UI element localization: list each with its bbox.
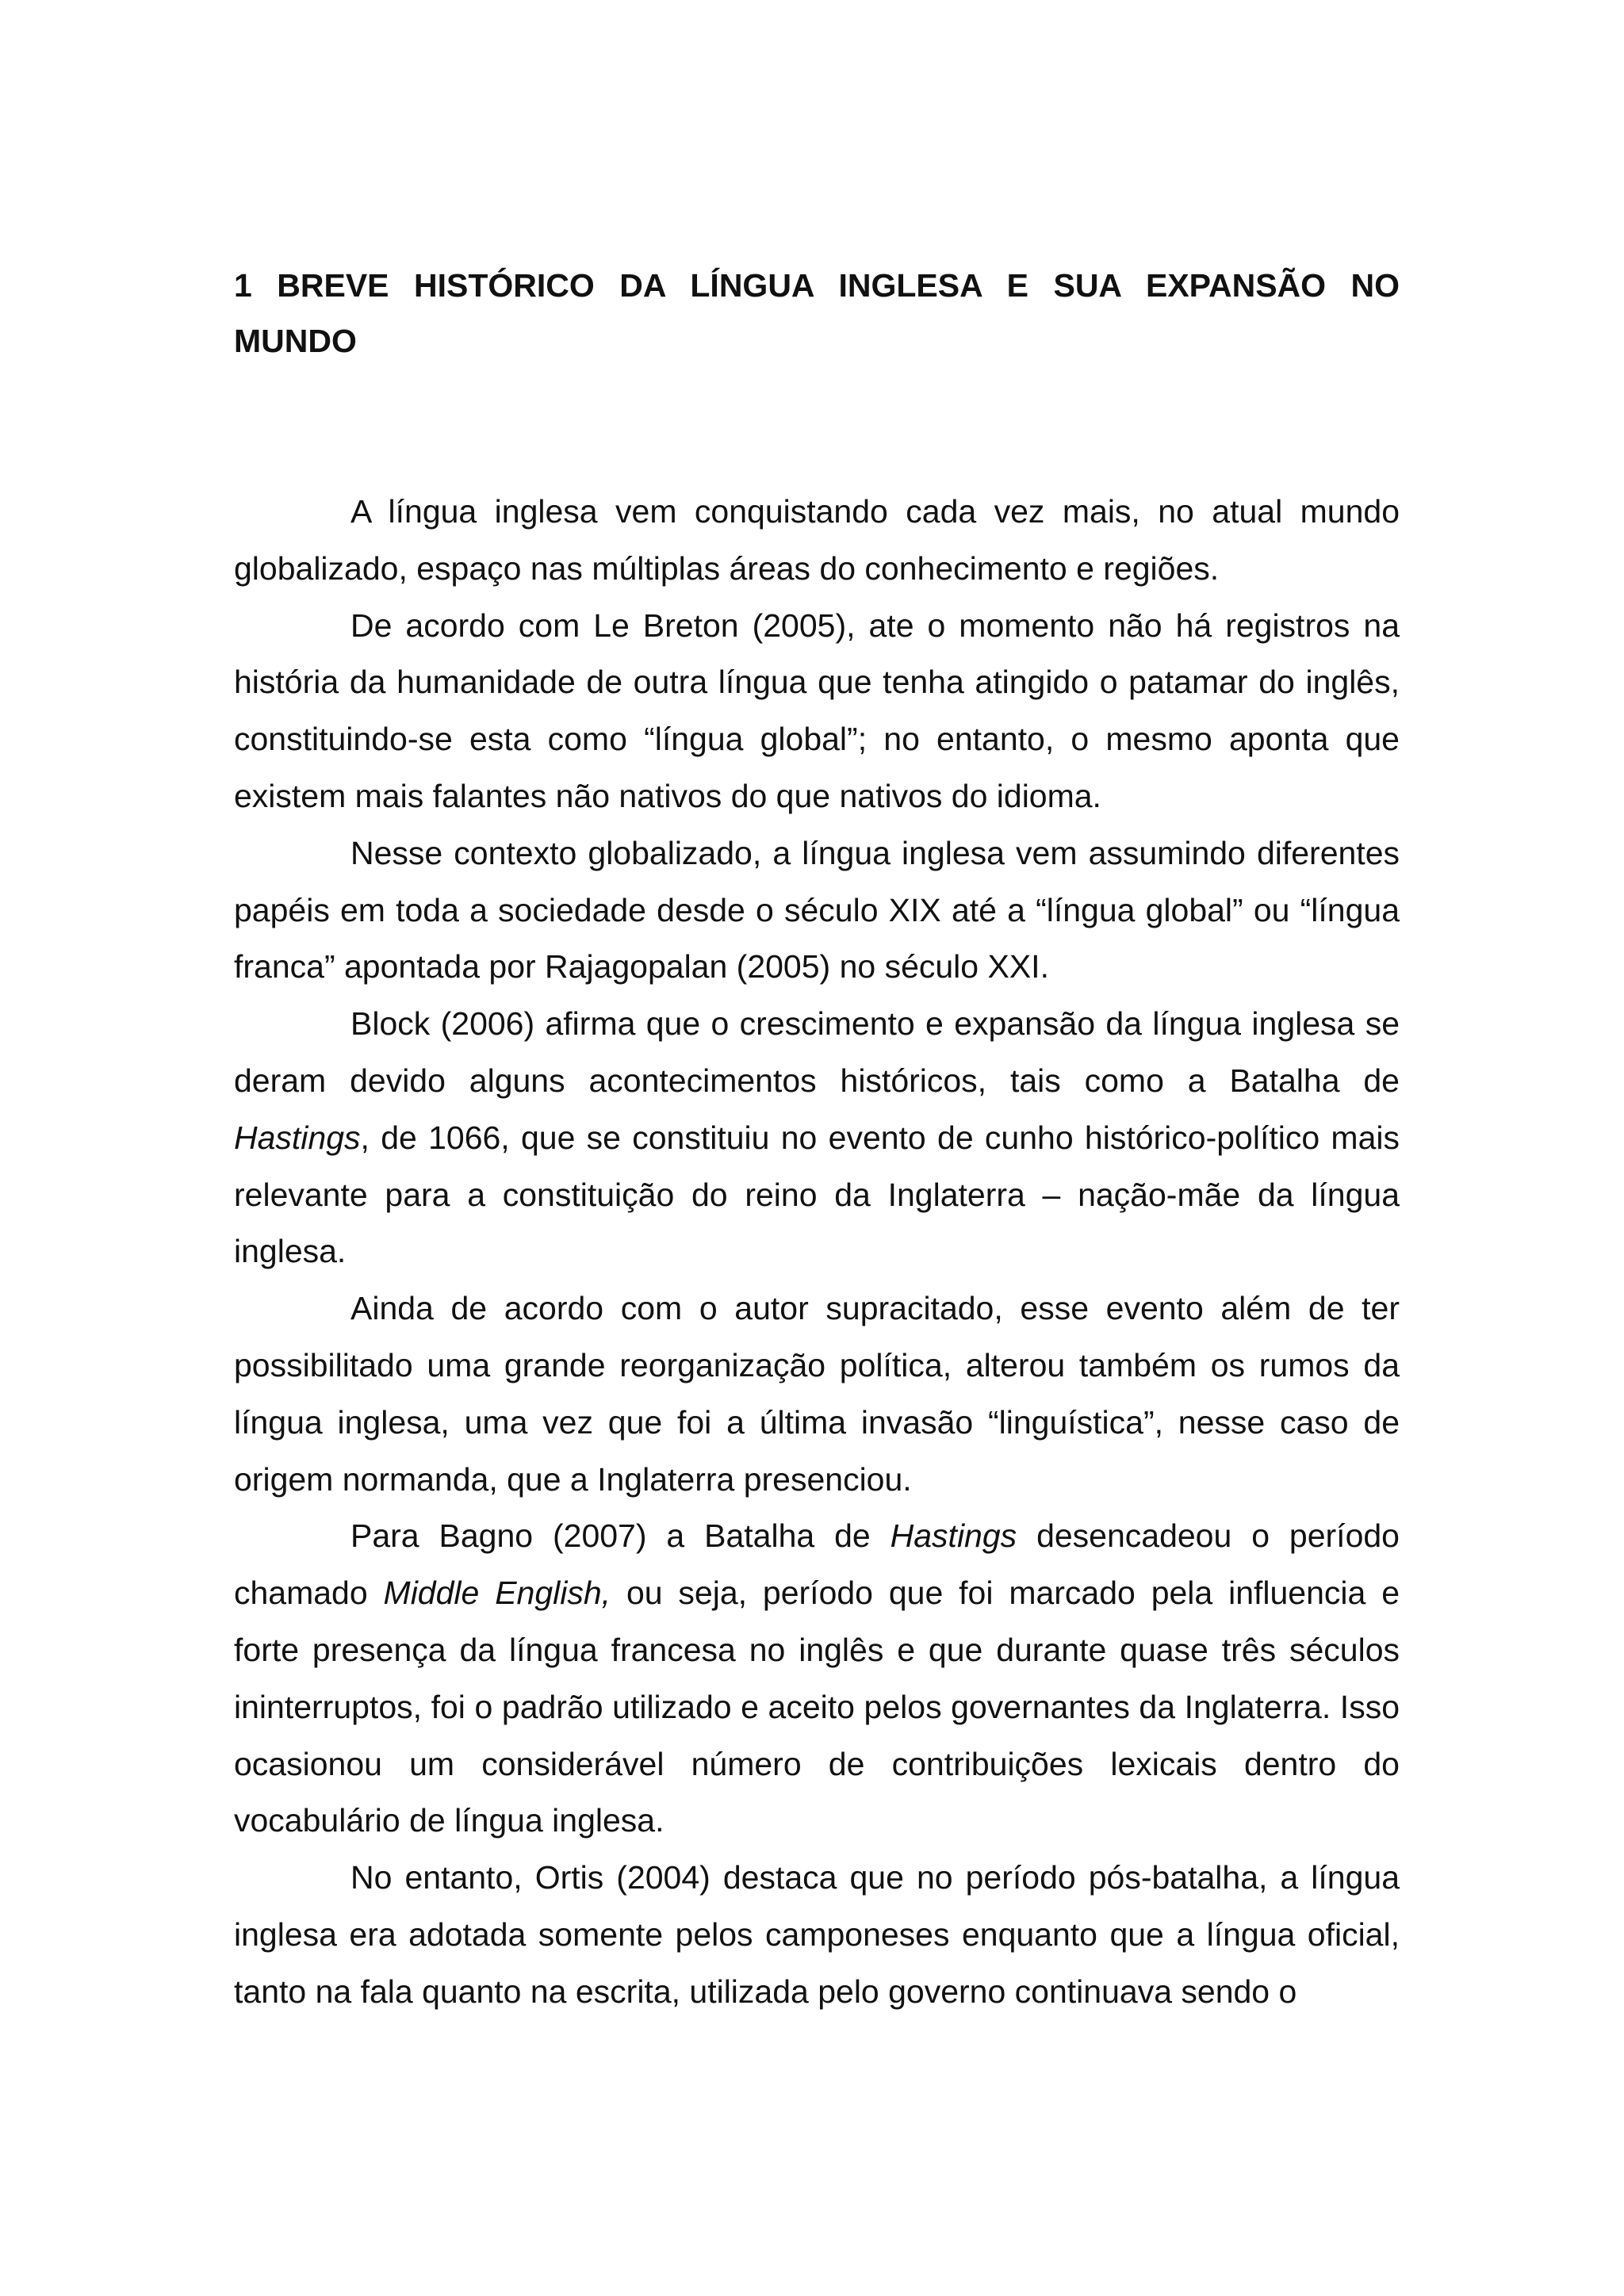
text-run: , de 1066, que se constituiu no evento de cunho histórico-político mais relevante para a constituição do reino da Inglaterra – nação-mãe da língua inglesa. — [234, 1119, 1400, 1270]
italic-term: Hastings — [890, 1517, 1017, 1555]
text-run: No entanto, Ortis (2004) destaca que no período pós-batalha, a língua inglesa era adotada somente pelos camponeses enquanto que a língua oficial, tanto na fala quanto na escrita, utilizada pelo governo continuava sendo o — [234, 1859, 1400, 2010]
text-run: Para Bagno (2007) a Batalha de — [350, 1517, 891, 1555]
chapter-title: 1 BREVE HISTÓRICO DA LÍNGUA INGLESA E SUA EXPANSÃO NO MUNDO — [234, 267, 1400, 359]
text-run: Nesse contexto globalizado, a língua inglesa vem assumindo diferentes papéis em toda a sociedade desde o século XIX até a “língua global” ou “língua franca” apontada por Rajagopalan (2005) no século XXI. — [234, 834, 1400, 985]
paragraph — [234, 1850, 1400, 2020]
text-run: ou seja, período que foi marcado pela influencia e forte presença da língua francesa no inglês e que durante quase três séculos ininterruptos, foi o padrão utilizado e aceito pelos governantes da Inglaterra. Isso ocasionou um considerável número de contribuições lexicais dentro do vocabulário de língua inglesa. — [234, 1575, 1400, 1839]
text-run: A língua inglesa vem conquistando cada vez mais, no atual mundo globalizado, espaço nas múltiplas áreas do conhecimento e regiões. — [234, 493, 1400, 587]
document-page — [234, 258, 1400, 2010]
text-run: Ainda de acordo com o autor supracitado, esse evento além de ter possibilitado uma grande reorganização política, alterou também os rumos da língua inglesa, uma vez que foi a última invasão “linguística”, nesse caso de origem normanda, que a Inglaterra presenciou. — [234, 1290, 1400, 1498]
paragraph — [234, 484, 1400, 598]
italic-term: Middle English, — [383, 1575, 611, 1612]
paragraph — [234, 598, 1400, 825]
paragraph — [234, 825, 1400, 996]
body-text — [234, 484, 1400, 2021]
text-run: desencadeou o período chamado — [234, 1517, 1400, 1612]
paragraph — [234, 996, 1400, 1280]
text-run: Block (2006) afirma que o crescimento e expansão da língua inglesa se deram devido alguns acontecimentos históricos, tais como a Batalha de — [234, 1005, 1400, 1099]
paragraph — [234, 1508, 1400, 1850]
italic-term: Hastings — [234, 1119, 361, 1156]
paragraph — [234, 1280, 1400, 1508]
text-run: De acordo com Le Breton (2005), ate o momento não há registros na história da humanidade de outra língua que tenha atingido o patamar do inglês, constituindo-se esta como “língua global”; no entanto, o mesmo aponta que existem mais falantes não nativos do que nativos do idioma. — [234, 607, 1400, 814]
